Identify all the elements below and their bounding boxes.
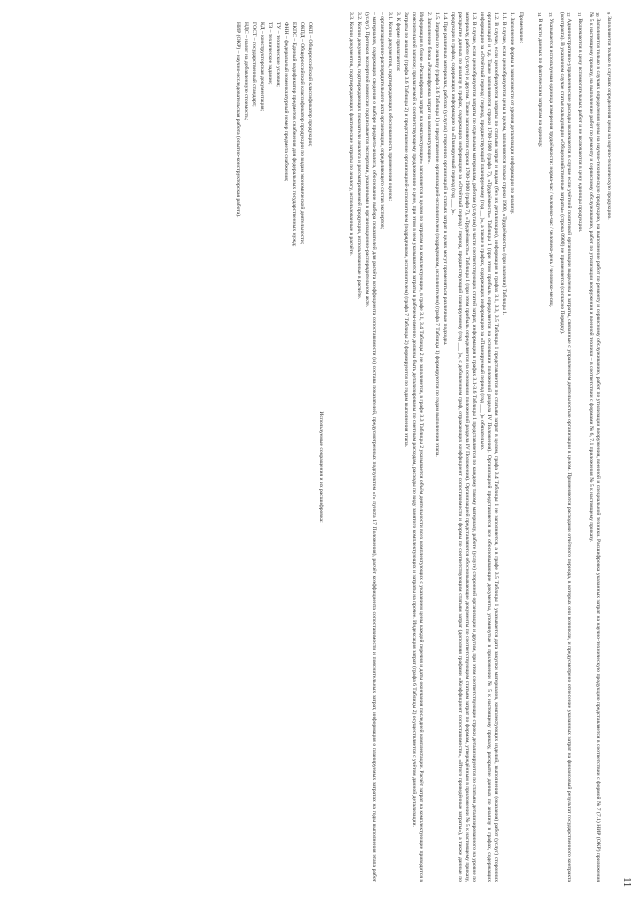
- footnote: [576, 12, 583, 882]
- abbreviation-item: НИР (ОКР) – научно-исследовательская работа (опытно-конструкторская работа).: [235, 22, 241, 218]
- abbreviation-item: ТУ – технические условия;: [275, 22, 281, 87]
- footnote-text: Включаются в цену вспомогательных работ и не включаются в цену единицы продукции.: [577, 18, 583, 233]
- abbreviation-item: ТЗ – техническое задание;: [267, 22, 273, 85]
- note-paragraph: 2. Заполнение блока «Расшифровка затрат на комплектующие».: [426, 12, 432, 164]
- abbreviation-item: ФНН – федеральный номенклатурный номер предмета снабжения;: [283, 22, 289, 182]
- footnote-text: Заполняется только в случаях определения цены на научно-техническую продукцию, на выполнение работ по ремонту и сервисному обслуживанию, работ по утилизации вооружения, военной и специальной техники. Расшифровка указанных затрат на научно-техническую продукцию представляется в соответствии с формой № 7 (7.1) НИР (ОКР) приложения № 5 к настоящему приказу, на выполнение работ по ремонту и сервисному обслуживанию, работ по утилизации вооружения и военной техники – в соответствии с формами № 6, 7.1 приложения № 5 к настоящему приказу.: [588, 12, 601, 882]
- footnote: [605, 12, 612, 882]
- footnote-text: Административно-управленческие расходы включаются в случае если учётной политикой организации выделены в затраты, связанные с управлением деятельностью организации в целом. Применяются расходами отчётного периода, в которых они возникли, и предусмотрено отнесение указанных затрат на финансовый результат государственного контракта (контракта). В указанном случае статья калькуляции «Общехозяйственные затраты» (строка 0900) не применяется (согласно Порядку).: [559, 12, 572, 882]
- abbreviations-list: [234, 12, 313, 882]
- footnote-mark: 9: [606, 12, 611, 15]
- footnotes-section: [536, 12, 612, 882]
- abbreviations-title: Используемые сокращения и их расшифровка:: [318, 411, 324, 523]
- notes-section: [347, 12, 524, 882]
- note-paragraph: 3.2. Копии документов, подтверждающих показатели аналога и рассматриваемой продукции, использованные в расчёте.: [356, 12, 362, 300]
- note-paragraph: Затраты по анализу (графа 3.6 Таблицы 2) и представление организацией-исполнителем (подрядчиком, исполнителем) (графа 7 Таблицы 2) формируются по годам выполнения этапа.: [403, 12, 409, 448]
- footnote-mark: 14: [537, 12, 542, 17]
- note-paragraph: 1. Заполнение формы в зависимости от уровня детализации информации по анализу.: [509, 12, 515, 215]
- abbreviation-item: КД – конструкторская документация;: [259, 22, 265, 112]
- document-content: [233, 12, 612, 882]
- abbreviation-item: НДС – налог на добавленную стоимость;: [243, 22, 249, 121]
- note-paragraph: 3.3. Копии документов, подтверждающих фактические затраты по аналогу, использованные в расчёте.: [348, 12, 354, 256]
- footnote-mark: 11: [577, 12, 582, 17]
- note-paragraph: 1.1. В случае, если ценообразуются цены в целом, заполняются только строки 1900, «Трудоёмкость» (при наличии) Таблицы 1.: [501, 12, 507, 316]
- abbreviations-section: [234, 12, 324, 882]
- footnote: [547, 12, 554, 882]
- footnote: [536, 12, 543, 882]
- note-paragraph: 3.1. Копии документов, подтверждающих обоснованность применения оценок:: [387, 12, 393, 201]
- abbreviation-item: ГОСТ – государственный стандарт;: [251, 22, 257, 107]
- note-paragraph: 1.3. В случае, если ценообразуются затраты по отдельным материалам, работам (услугам) в части соответствующих статей затрат, информация в графах 3.1-3.6 Таблицы 1 представляется по каждому такому материалу, работе (услуге) сторонней организации и другим, при этом соответствующие строки детализируются по статьям детализированного на уровне по материалу, работе (услуге) и другим. Также заполняются строки 1700-1900 (графа 7), «Трудоёмкость» Таблицы 1 (при этом прибыль определяется на основании положений раздела IV Положения). Организацией представляются обосновывающие документы по соответствующим статьям затрат по формам, утверждённым в приложении № 5 к настоящему приказу, раскрытие данных по анализу в графах, содержащих информацию за «Отчётный период / период, предшествующий планируемому (год ___ )», с добавлением граф, отражающих коэффициент сопоставимости и формы по соответствующим статьям затрат (дополняя графами «Коэффициент сопоставимости», «Итого приведённые затраты»), а также данные по продукции в графах, содержащих информацию за «Планируемый период (год ___ )».: [450, 12, 477, 882]
- footnote-text: Указывается используемая единица измерения трудоёмкости: норма-час / человеко-час / человеко-день / человеко-месяц.: [548, 18, 554, 308]
- footnote-mark: 12: [566, 12, 571, 17]
- footnote: [558, 12, 572, 882]
- abbreviation-item: ЕКПС – Единый кодификатор предметов снабжения для федеральных государственных нужд;: [291, 22, 297, 247]
- abbreviation-item: ОКПД – Общероссийский классификатор продукции по видам экономической деятельности;: [299, 22, 305, 245]
- notes-title: Примечание:: [518, 12, 524, 44]
- footnote-mark: 13: [548, 12, 553, 17]
- footnote-text: Заполняется только в случаях определения цены на научно-техническую продукцию.: [606, 16, 612, 220]
- note-paragraph: 3. К форме прилагаются:: [395, 12, 401, 72]
- footnote-mark: 10: [595, 12, 600, 17]
- page-number: 11: [621, 877, 632, 887]
- note-paragraph: – организационно-распорядительного акта организации, определяющего состав экспертов;: [379, 12, 385, 230]
- footnote: [587, 12, 601, 882]
- note-paragraph: Информация в блоке «Расшифровка затрат на комплектующие» заполняется в целом по затратам на комплектующие, в графе 3.1, 3.4 Таблицы 2 не заполняется, в графе 3.3 Таблицы 2 указывается объём деятельности всех комплектующих с указанием цены каждой перечня и даты окончания последней комплектации. Расчёт затрат на комплектующие приводится в пояснительной записке; прилагаемой к соответствующему предложению о цене, при этом в нем указываются затраты в рабочем-именно должны быть детализированы по сметным расходам, расходы по виду занятого комплектующих и затраты на прочее. Индексация затрат (графа 6 Таблицы 2) осуществляется с учётом данной детализации.: [411, 12, 424, 882]
- note-paragraph: 1.4. При различных материалах, работах (услугах) сторонних организаций в статьях затрат в целях могут применяться различные подходы.: [442, 12, 448, 346]
- note-paragraph: 1.2. В случае, если ценообразуются затраты по статьям затрат и видам (без их детализации), информация в графах 3.1, 3.3, 3.5 Таблицы 1 представляется по статьям затрат в целом, графа 3.4 Таблицы 1 не заполняется, а в графе 3.5 Таблицы 1 указывается дата закупки материалов, комплектующих изделий, выполнения (оказания) работ (услуг) сторонних организаций и т.д. Также заполняются строки 1700-1900 (графа 7), «Трудоёмкость» Таблицы 1 (при этом прибыль определяется на основании положений раздела IV Положения). Организацией представляется все обосновывающие документы, упомянутые в приложении № 5 к настоящему приказу, раскрытие данных по анализу в графах, содержащих информацию за «Отчётный период / период, предшествующий планируемому (год __ )», а также в графах, содержащих информацию за «Планируемый период (год ___ )» обязательно.: [479, 12, 499, 882]
- note-paragraph: – материалов, содержащих сведения о выборе предмета-аналога, обоснование выбора показателей для расчёта коэффициента сопоставимости (и) состава показателей, предусмотренных подпунктом «г» пункта 17 Положения), расчёт коэффициента сопоставимости и пояснительных затрат, информация о планируемых затратах на годы выполнения этапа работ (услуг). Протокол экспертной комиссии подписывается экспертами, указанными в организационно-распорядительном акте.: [364, 12, 377, 882]
- abbreviation-item: ОКП – Общероссийский классификатор продукции;: [307, 22, 313, 147]
- footnote-text: В части данных по фактическим затратам на единицу.: [537, 18, 543, 148]
- note-paragraph: 1.5. Затраты по анализу (графа 3.6 Таблицы 1) и представление организацией-исполнителем (подрядчиком, исполнителем) (графа 7 Таблицы 1) формируются по годам выполнения этапа.: [434, 12, 440, 457]
